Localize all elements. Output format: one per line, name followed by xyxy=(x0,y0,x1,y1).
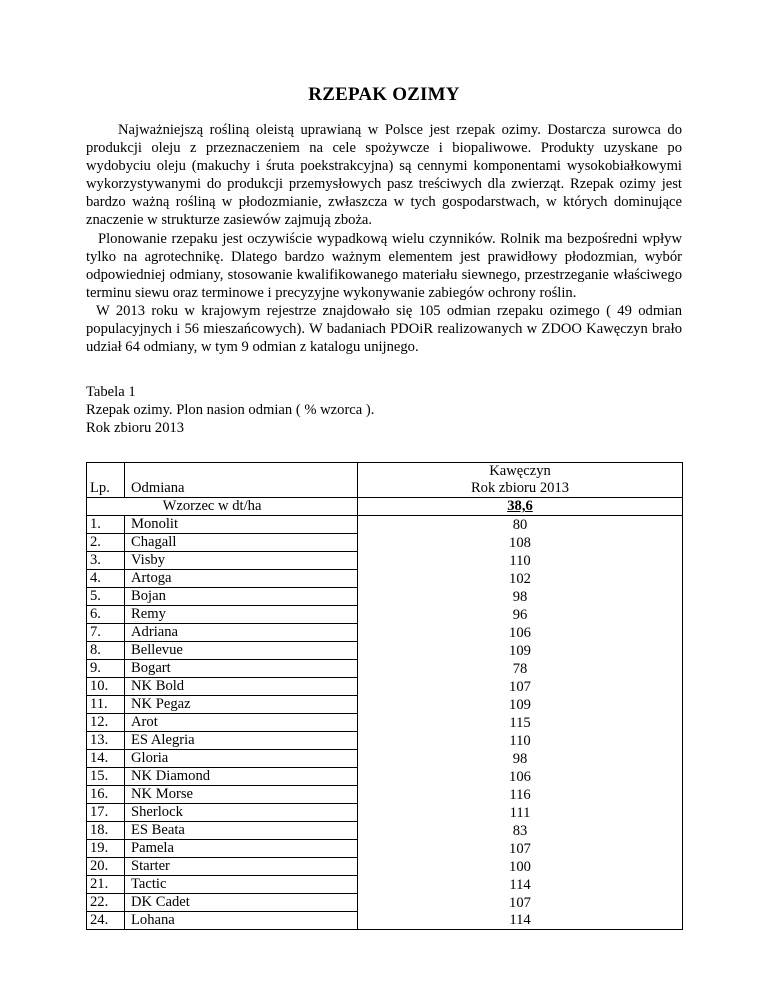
row-lp: 5. xyxy=(87,588,125,606)
row-lp: 18. xyxy=(87,822,125,840)
row-yield: 109 xyxy=(358,642,683,660)
row-lp: 19. xyxy=(87,840,125,858)
row-yield: 80 xyxy=(358,516,683,534)
row-variety: NK Bold xyxy=(125,678,358,696)
row-lp: 17. xyxy=(87,804,125,822)
table-row xyxy=(87,570,683,588)
row-variety: Adriana xyxy=(125,624,358,642)
row-yield: 114 xyxy=(358,876,683,894)
row-yield: 96 xyxy=(358,606,683,624)
row-lp: 22. xyxy=(87,894,125,912)
row-lp: 15. xyxy=(87,768,125,786)
row-yield: 100 xyxy=(358,858,683,876)
header-variety: Odmiana xyxy=(125,463,358,498)
row-lp: 16. xyxy=(87,786,125,804)
row-variety: ES Alegria xyxy=(125,732,358,750)
table-row xyxy=(87,588,683,606)
row-lp: 3. xyxy=(87,552,125,570)
row-yield: 116 xyxy=(358,786,683,804)
row-yield: 108 xyxy=(358,534,683,552)
row-yield: 106 xyxy=(358,624,683,642)
row-variety: ES Beata xyxy=(125,822,358,840)
table-caption xyxy=(86,383,374,437)
table-row xyxy=(87,660,683,678)
table-row xyxy=(87,768,683,786)
row-variety: Monolit xyxy=(125,516,358,534)
row-variety: Tactic xyxy=(125,876,358,894)
row-yield: 107 xyxy=(358,840,683,858)
row-yield: 78 xyxy=(358,660,683,678)
yield-table xyxy=(86,462,683,930)
row-lp: 2. xyxy=(87,534,125,552)
table-row xyxy=(87,696,683,714)
table-row xyxy=(87,822,683,840)
table-row xyxy=(87,840,683,858)
table-row xyxy=(87,552,683,570)
row-yield: 110 xyxy=(358,552,683,570)
row-lp: 13. xyxy=(87,732,125,750)
row-variety: Bellevue xyxy=(125,642,358,660)
header-location-name: Kawęczyn xyxy=(489,463,551,479)
row-yield: 109 xyxy=(358,696,683,714)
row-variety: NK Pegaz xyxy=(125,696,358,714)
row-lp: 1. xyxy=(87,516,125,534)
row-lp: 6. xyxy=(87,606,125,624)
row-yield: 111 xyxy=(358,804,683,822)
table-row xyxy=(87,912,683,930)
header-lp: Lp. xyxy=(87,463,125,498)
table-row xyxy=(87,804,683,822)
row-variety: Starter xyxy=(125,858,358,876)
table-row xyxy=(87,732,683,750)
table-row xyxy=(87,624,683,642)
table-row xyxy=(87,858,683,876)
row-yield: 106 xyxy=(358,768,683,786)
reference-value xyxy=(358,498,683,516)
table-title: Rzepak ozimy. Plon nasion odmian ( % wzorca ). xyxy=(86,402,375,419)
row-yield: 102 xyxy=(358,570,683,588)
paragraph-3: W 2013 roku w krajowym rejestrze znajdowało się 105 odmian rzepaku ozimego ( 49 odmian populacyjnych i 56 mieszańcowych). W badaniach PDOiR realizowanych w ZDOO Kawęczyn brało udział 64 odmiany, w tym 9 odmian z katalogu unijnego. xyxy=(86,302,682,356)
table-row xyxy=(87,516,683,534)
row-variety: DK Cadet xyxy=(125,894,358,912)
row-lp: 10. xyxy=(87,678,125,696)
header-location xyxy=(358,463,683,498)
paragraph-2: Plonowanie rzepaku jest oczywiście wypadkową wielu czynników. Rolnik ma bezpośredni wpływ tylko na agrotechnikę. Dlatego bardzo ważnym elementem jest prawidłowy płodozmian, wybór odpowiedniej odmiany, stosowanie kwalifikowanego materiału siewnego, przestrzeganie właściwego terminu siewu oraz terminowe i precyzyjne wykonywanie zabiegów ochrony roślin. xyxy=(86,230,682,301)
reference-yield: 38,6 xyxy=(507,498,533,514)
row-lp: 14. xyxy=(87,750,125,768)
row-yield: 107 xyxy=(358,678,683,696)
table-row xyxy=(87,642,683,660)
table-row xyxy=(87,894,683,912)
row-variety: Visby xyxy=(125,552,358,570)
row-yield: 115 xyxy=(358,714,683,732)
document-title: RZEPAK OZIMY xyxy=(308,84,460,105)
reference-label: Wzorzec w dt/ha xyxy=(87,498,358,516)
table-row xyxy=(87,714,683,732)
row-lp: 8. xyxy=(87,642,125,660)
row-lp: 4. xyxy=(87,570,125,588)
row-yield: 83 xyxy=(358,822,683,840)
paragraph-1: Najważniejszą rośliną oleistą uprawianą w Polsce jest rzepak ozimy. Dostarcza surowca do produkcji oleju z przeznaczeniem na cele spożywcze i biopaliwowe. Produkty uzyskane po wydobyciu oleju (makuchy i śruta poekstrakcyjna) są cennymi komponentami wysokobiałkowymi wykorzystywanymi do produkcji przemysłowych pasz treściwych dla zwierząt. Rzepak ozimy jest bardzo ważną rośliną w płodozmianie, zwłaszcza w tych gospodarstwach, w których dominujące znaczenie w strukturze zasiewów zajmują zboża. xyxy=(86,122,682,229)
row-lp: 24. xyxy=(87,912,125,930)
row-lp: 20. xyxy=(87,858,125,876)
table-row xyxy=(87,534,683,552)
row-lp: 21. xyxy=(87,876,125,894)
row-variety: NK Morse xyxy=(125,786,358,804)
table-year: Rok zbioru 2013 xyxy=(86,420,185,437)
row-variety: Gloria xyxy=(125,750,358,768)
row-yield: 110 xyxy=(358,732,683,750)
row-lp: 9. xyxy=(87,660,125,678)
intro-text xyxy=(86,121,682,356)
row-variety: Chagall xyxy=(125,534,358,552)
reference-row xyxy=(87,498,683,516)
table-number: Tabela 1 xyxy=(86,384,136,400)
table-row xyxy=(87,876,683,894)
row-yield: 114 xyxy=(358,912,683,930)
row-lp: 11. xyxy=(87,696,125,714)
row-lp: 12. xyxy=(87,714,125,732)
row-variety: Artoga xyxy=(125,570,358,588)
row-yield: 107 xyxy=(358,894,683,912)
row-variety: Sherlock xyxy=(125,804,358,822)
table-row xyxy=(87,786,683,804)
row-variety: Pamela xyxy=(125,840,358,858)
row-variety: Bogart xyxy=(125,660,358,678)
row-variety: Lohana xyxy=(125,912,358,930)
row-lp: 7. xyxy=(87,624,125,642)
table-header-row xyxy=(87,463,683,498)
row-yield: 98 xyxy=(358,588,683,606)
table-row xyxy=(87,750,683,768)
table-row xyxy=(87,678,683,696)
row-variety: NK Diamond xyxy=(125,768,358,786)
row-variety: Bojan xyxy=(125,588,358,606)
row-variety: Arot xyxy=(125,714,358,732)
row-variety: Remy xyxy=(125,606,358,624)
table-row xyxy=(87,606,683,624)
header-harvest-year: Rok zbioru 2013 xyxy=(470,480,570,496)
row-yield: 98 xyxy=(358,750,683,768)
